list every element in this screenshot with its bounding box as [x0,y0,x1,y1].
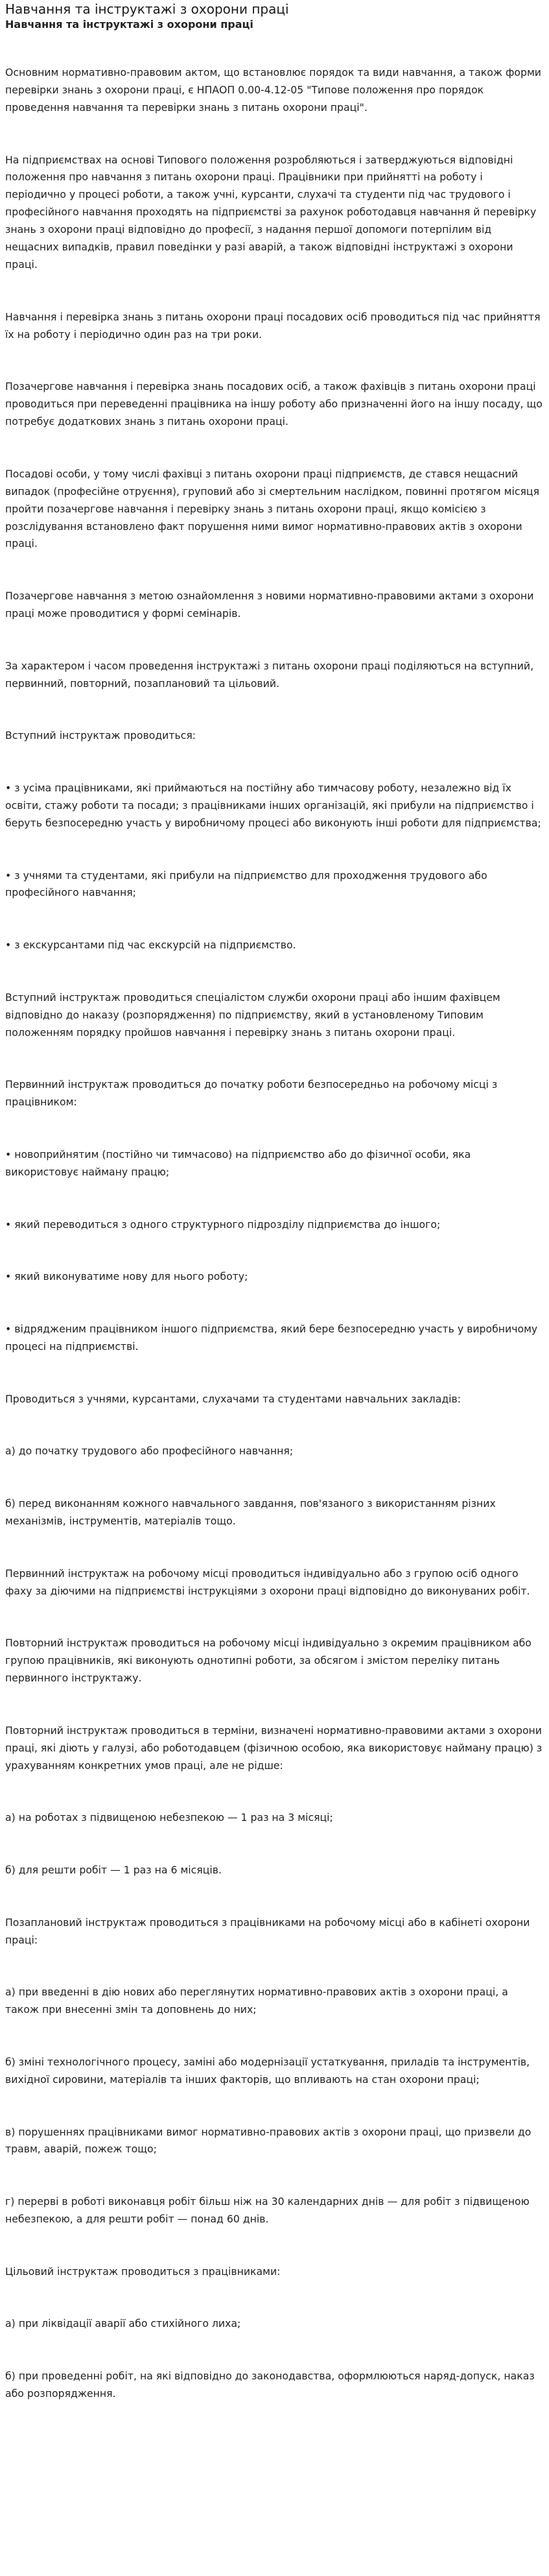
paragraph: Основним нормативно-правовим актом, що встановлює порядок та види навчання, а також форми перевірки знань з охорони праці, є НПАОП 0.00-4.12-05 "Типове положення про порядок проведення навчання та перевірки знань з питань охорони праці". [5,66,542,114]
list-item: • який переводиться з одного структурного підрозділу підприємства до іншого; [5,1218,441,1231]
list-item: а) при введенні в дію нових або переглянутих нормативно-правових актів з охорони праці, а також при внесенні змін та доповнень до них; [5,1986,508,2016]
list-item: г) перерві в роботі виконавця робіт більш ніж на 30 календарних днів — для робіт з підвищеною небезпекою, а для решти робіт — понад 60 днів. [5,2195,530,2226]
list-item: а) при ліквідації аварії або стихійного лиха; [5,2317,241,2330]
list-item: б) для решти робіт — 1 раз на 6 місяців. [5,1863,222,1876]
paragraph: Повторний інструктаж проводиться в терміни, визначені нормативно-правовими актами з охорони праці, які діють у галузі, або роботодавцем (фізичною особою, яка використовує найману працю) з урахуванням конкретних умов праці, але не рідше: [5,1724,543,1772]
list-item: • відрядженим працівником іншого підприємства, який бере безпосередню участь у виробничому процесі на підприємстві. [5,1323,538,1353]
paragraph: На підприємствах на основі Типового положення розробляються і затверджуються відповідні положення про навчання з питань охорони праці. Працівники при прийнятті на роботу і періодично у процесі роботи, а також учні, курсанти, слухачі та студенти під час трудового і професійного навчання проходять на підприємстві за рахунок роботодавця навчання й перевірку знань з охорони праці відповідно до професії, з надання першої допомоги потерпілим від нещасних випадків, правил поведінки у разі аварій, а також відповідні інструктажі з охорони праці. [5,153,537,271]
list-item: в) порушеннях працівниками вимог нормативно-правових актів з охорони праці, що призвели до травм, аварій, пожеж тощо; [5,2125,531,2156]
paragraph: Вступний інструктаж проводиться спеціалістом служби охорони праці або іншим фахівцем відповідно до наказу (розпорядження) по підприємству, який в установленому Типовим положенням порядку пройшов навчання і перевірку знань з питань охорони праці. [5,991,500,1039]
list-item: а) до початку трудового або професійного навчання; [5,1445,294,1458]
paragraph: Навчання і перевірка знань з питань охорони праці посадових осіб проводиться під час прийняття їх на роботу і періодично один раз на три роки. [5,310,541,341]
list-item: б) зміні технологічного процесу, заміні або модернізації устаткування, приладів та інструментів, вихідної сировини, матеріалів та інших факторів, що впливають на стан охорони праці; [5,2055,530,2086]
list-item: б) при проведенні робіт, на які відповідно до законодавства, оформлюються наряд-допуск, наказ або розпорядження. [5,2370,535,2400]
paragraph: Позаплановий інструктаж проводиться з працівниками на робочому місці або в кабінеті охорони праці: [5,1916,530,1946]
paragraph: Повторний інструктаж проводиться на робочому місці індивідуально з окремим працівником або групою працівників, які виконують однотипні роботи, за обсягом і змістом переліку питань первинного інструктажу. [5,1637,531,1685]
paragraph: Вступний інструктаж проводиться: [5,729,196,742]
article-body [5,64,543,2403]
paragraph: За характером і часом проведення інструктажі з питань охорони праці поділяються на вступний, первинний, повторний, позаплановий та цільовий. [5,659,534,690]
list-item: • новоприйнятим (постійно чи тимчасово) на підприємство або до фізичної особи, яка використовує найману працю; [5,1148,471,1178]
page-title: Навчання та інструктажі з охорони праці [5,1,289,17]
list-item: • з учнями та студентами, які прибули на підприємство для проходження трудового або професійного навчання; [5,869,487,899]
paragraph: Позачергове навчання і перевірка знань посадових осіб, а також фахівців з питань охорони праці проводиться при переведенні працівника на іншу роботу або призначенні його на іншу посаду, що потребує додаткових знань з питань охорони праці. [5,380,543,428]
paragraph: Первинний інструктаж на робочому місці проводиться індивідуально або з групою осіб одного фаху за діючими на підприємстві інструкціями з охорони праці відповідно до виконуваних робіт. [5,1567,530,1597]
list-item: • з усіма працівниками, які приймаються на постійну або тимчасову роботу, незалежно від їх освіти, стажу роботи та посади; з працівниками інших організацій, які прибули на підприємство і беруть безпосередню участь у виробничому процесі або виконують інші роботи для підприємства; [5,782,541,829]
paragraph: Проводиться з учнями, курсантами, слухачами та студентами навчальних закладів: [5,1392,461,1405]
list-item: а) на роботах з підвищеною небезпекою — 1 раз на 3 місяці; [5,1811,333,1824]
page-subtitle: Навчання та інструктажі з охорони праці [5,18,253,30]
paragraph: Посадові особи, у тому числі фахівці з питань охорони праці підприємств, де стався нещасний випадок (професійне отруєння), груповий або зі смертельним наслідком, повинні протягом місяця пройти позачергове навчання і перевірку знань з питань охорони праці, якщо комісією з розслідування встановлено факт порушення ними вимог нормативно-правових актів з охорони праці. [5,467,540,550]
paragraph: Первинний інструктаж проводиться до початку роботи безпосередньо на робочому місці з працівником: [5,1078,498,1109]
list-item: б) перед виконанням кожного навчального завдання, пов'язаного з використанням різних механізмів, інструментів, матеріалів тощо. [5,1497,496,1527]
paragraph: Позачергове навчання з метою ознайомлення з новими нормативно-правовими актами з охорони праці може проводитися у формі семінарів. [5,590,534,620]
list-item: • з екскурсантами під час екскурсій на підприємство. [5,939,296,952]
list-item: • який виконуватиме нову для нього роботу; [5,1270,248,1283]
paragraph: Цільовий інструктаж проводиться з працівниками: [5,2265,281,2278]
